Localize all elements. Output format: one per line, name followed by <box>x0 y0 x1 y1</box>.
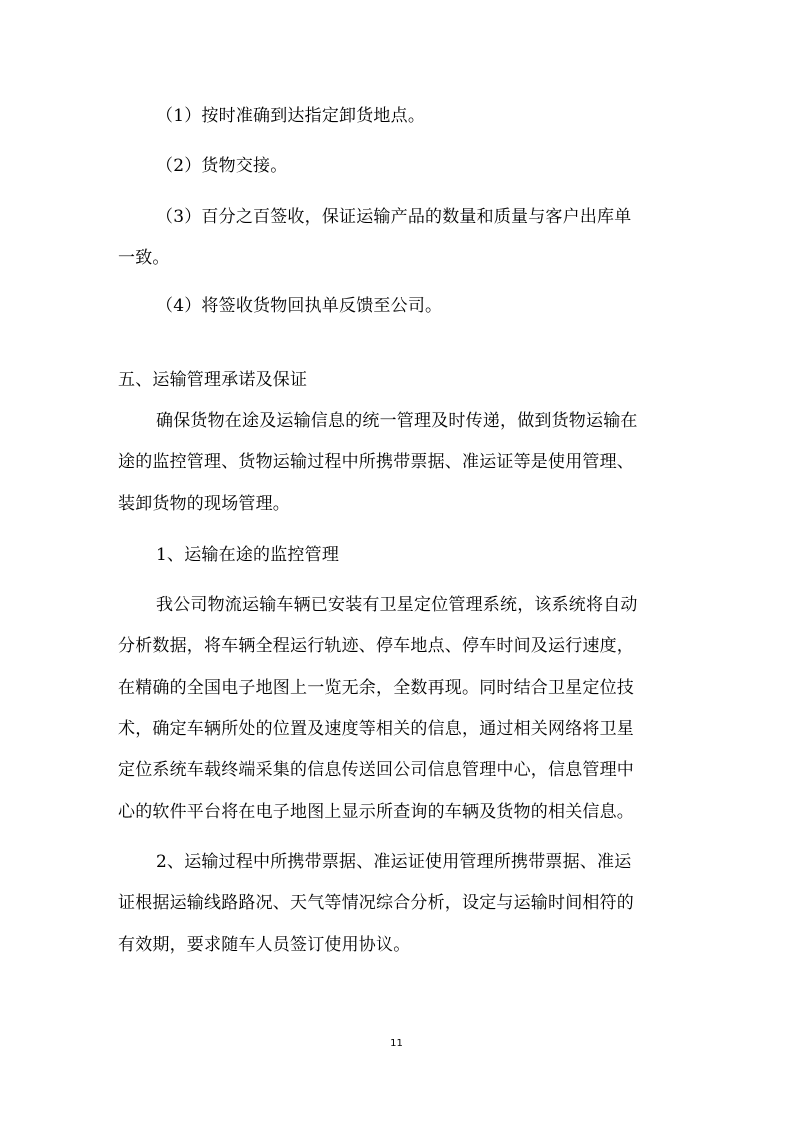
paragraph-2-line-4: 术，确定车辆所处的位置及速度等相关的信息，通过相关网络将卫星 <box>118 719 634 739</box>
page-number: 11 <box>390 1038 403 1049</box>
paragraph-1-line-1: 确保货物在途及运输信息的统一管理及时传递，做到货物运输在 <box>156 411 638 431</box>
paragraph-2-line-2: 分析数据，将车辆全程运行轨迹、停车地点、停车时间及运行速度， <box>118 636 634 656</box>
paragraph-3-line-1: 2、运输过程中所携带票据、准运证使用管理所携带票据、准运 <box>156 852 632 872</box>
paragraph-2-line-6: 心的软件平台将在电子地图上显示所查询的车辆及货物的相关信息。 <box>118 802 634 822</box>
list-item-3-line-1: （3）百分之百签收，保证运输产品的数量和质量与客户出库单 <box>156 207 632 227</box>
paragraph-3-line-3: 有效期，要求随车人员签订使用协议。 <box>118 935 411 955</box>
list-item-4: （4）将签收货物回执单反馈至公司。 <box>156 296 443 316</box>
paragraph-2-line-5: 定位系统车载终端采集的信息传送回公司信息管理中心，信息管理中 <box>118 760 634 780</box>
list-item-1: （1）按时准确到达指定卸货地点。 <box>156 106 426 126</box>
paragraph-3-line-2: 证根据运输线路路况、天气等情况综合分析，设定与运输时间相符的 <box>118 893 634 913</box>
paragraph-1-line-2: 途的监控管理、货物运输过程中所携带票据、准运证等是使用管理、 <box>118 452 634 472</box>
paragraph-2-line-1: 我公司物流运输车辆已安装有卫星定位管理系统，该系统将自动 <box>156 595 638 615</box>
paragraph-2-line-3: 在精确的全国电子地图上一览无余，全数再现。同时结合卫星定位技 <box>118 678 634 698</box>
list-item-2: （2）货物交接。 <box>156 156 288 176</box>
paragraph-1-line-3: 装卸货物的现场管理。 <box>118 494 290 514</box>
list-item-3-line-2: 一致。 <box>118 248 170 268</box>
subsection-heading-1: 1、运输在途的监控管理 <box>156 545 340 565</box>
section-heading: 五、运输管理承诺及保证 <box>118 370 308 390</box>
